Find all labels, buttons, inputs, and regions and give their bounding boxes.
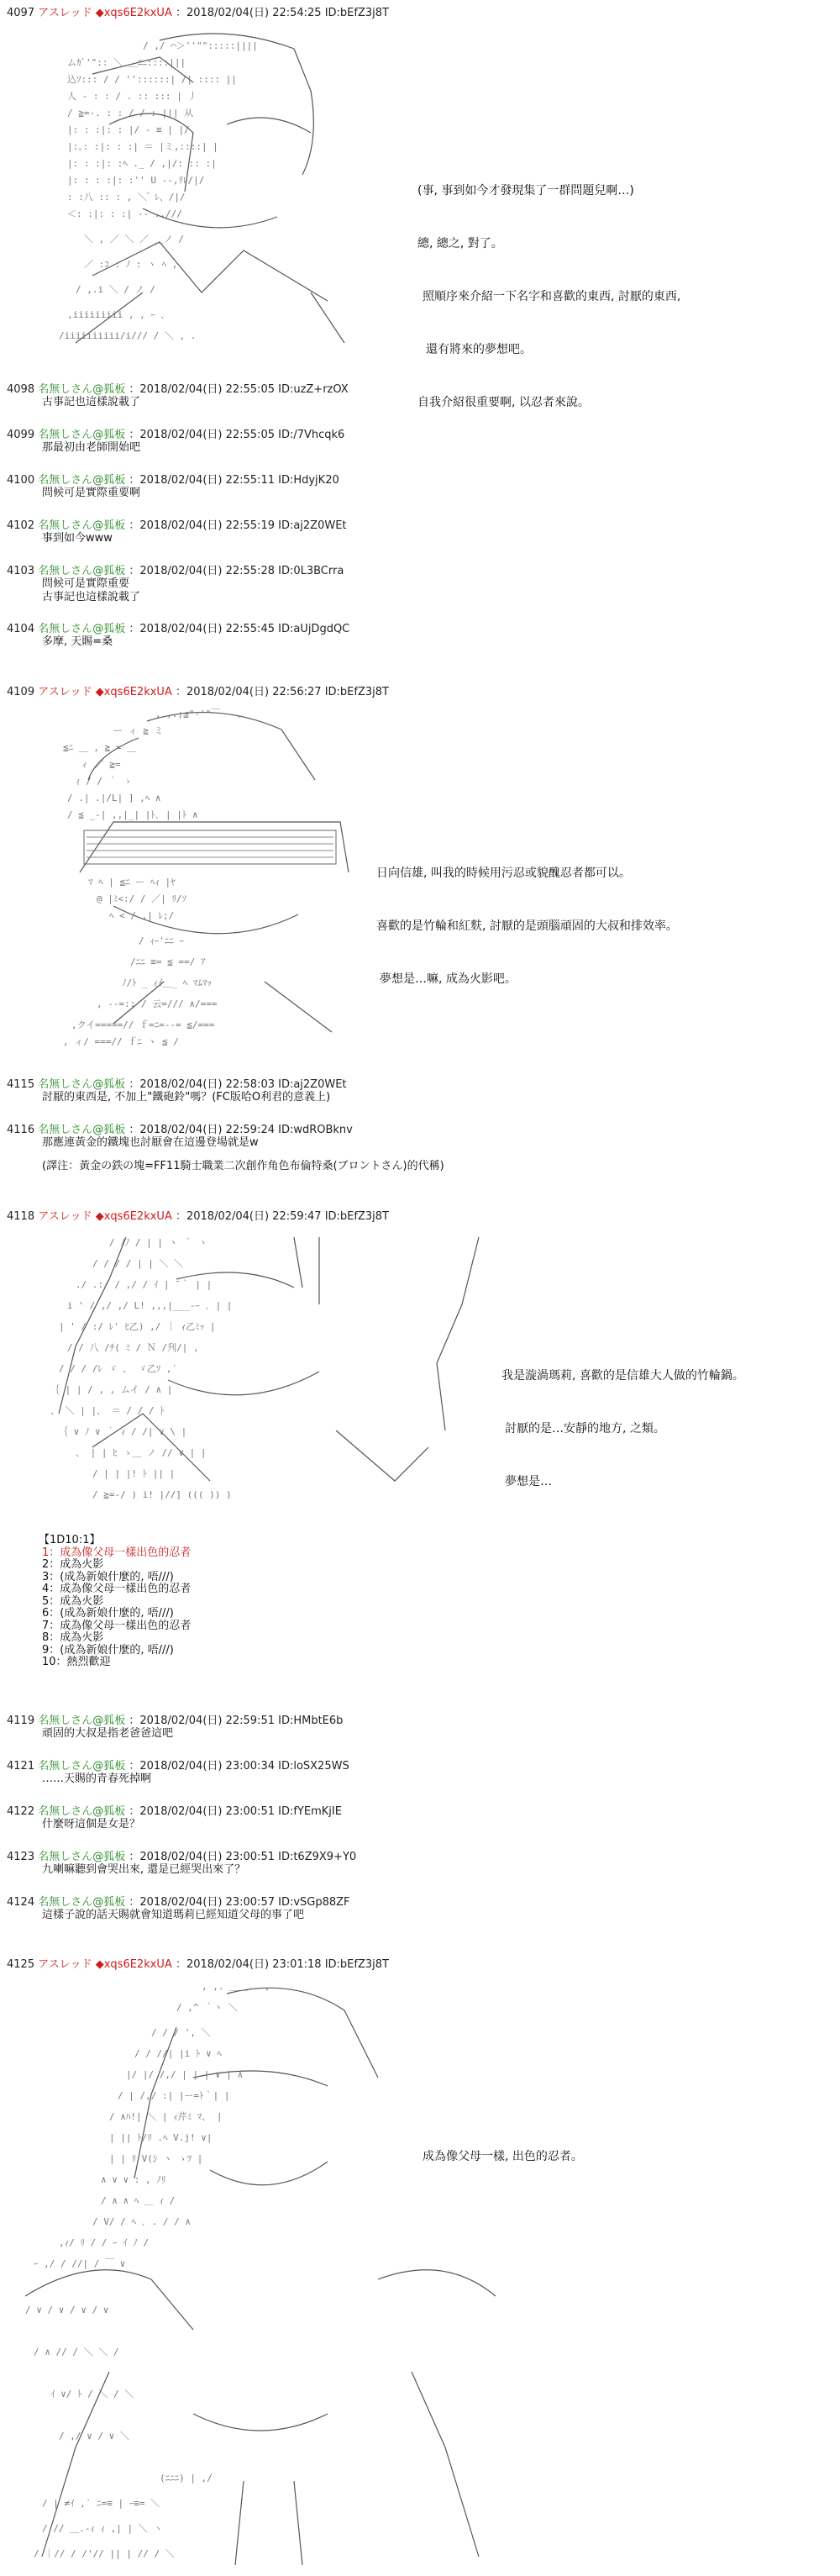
post-dialogue: 成為像父母一樣, 出色的忍者。 [423,2150,583,2163]
dice-option: 5：成為火影 [42,1594,104,1608]
post-number[interactable]: 4099 [7,429,35,441]
svg-text:/ ,^ ｀ヽ ＼: / ,^ ｀ヽ ＼ [176,2002,238,2013]
poster-trip: ◆xqs6E2kxUA [95,686,172,698]
poster-name: アスレッド [38,686,92,698]
poster-name: 名無しさん@狐板 [38,623,126,635]
post-number[interactable]: 4123 [7,1851,35,1863]
post-number[interactable]: 4109 [7,686,35,698]
poster-trip: ◆xqs6E2kxUA [95,1210,172,1223]
svg-text:ムｶﾞ'":: ＼ ＿ﾆﾆ::::|||: ムｶﾞ'":: ＼ ＿ﾆﾆ::::||| [67,57,186,68]
post-number[interactable]: 4100 [7,474,35,487]
poster-name: 名無しさん@狐板 [38,1896,126,1909]
svg-text:/ / //| |i ﾄ ∨ ﾍ: / / //| |i ﾄ ∨ ﾍ [134,2048,222,2059]
dice-option: 9：(成為新娘什麼的, 唔///) [42,1643,174,1657]
post-body: 古事記也這樣說載了 [42,396,141,408]
svg-text:/ ∨ / ∨ / ∨ / ∨: / ∨ / ∨ / ∨ / ∨ [25,2305,109,2315]
post-dialogue: 我是漩渦瑪莉, 喜歡的是信雄大人做的竹輪鍋。 討厭的是…安靜的地方, 之類。 夢想是… [501,1369,744,1488]
svg-text:,ｨ/ ﾘ / / ｰ ｲ ﾉ /: ,ｨ/ ﾘ / / ｰ ｲ ﾉ / [59,2237,149,2248]
svg-text:ｲ ∨/ ﾄ / ＼ / ＼: ｲ ∨/ ﾄ / ＼ / ＼ [50,2389,134,2400]
svg-text:/ ｨｰ'ﾆﾆ ｰ: / ｨｰ'ﾆﾆ ｰ [139,935,184,946]
svg-text:i ' / ,/ ,/ L! ,,,|___-ｰ ､ |: i ' / ,/ ,/ L! ,,,|___-ｰ ､ | | [67,1300,233,1311]
post-body: 頑固的大叔是指老爸爸這吧 [42,1727,174,1740]
svg-text:/ | | |! ﾄ ||: / | | |! ﾄ || | [92,1468,176,1479]
svg-text:|: : :|: :ﾍ ._ / ,|/: :: :|: |: : :|: :ﾍ ._ / ,|/: :: :| [67,158,217,169]
post-meta: ：2018/02/04(日) 23:00:51 ID:t6Z9X9+Y0 [129,1851,357,1863]
svg-text:,iiiiiiiii , , ｰ ､: ,iiiiiiiii , , ｰ ､ [67,309,165,320]
post-number[interactable]: 4118 [7,1210,35,1223]
post-number[interactable]: 4102 [7,519,35,532]
post-meta: ：2018/02/04(日) 22:59:24 ID:wdROBknv [129,1124,353,1136]
post-meta: ：2018/02/04(日) 22:58:03 ID:aj2Z0WEt [129,1078,347,1091]
dice-roll-list [39,1534,192,1669]
dice-title: 【1D10:1】 [39,1534,101,1546]
svg-text:／ :ｺ : ﾉ : ヽ ﾍ ,: ／ :ｺ : ﾉ : ヽ ﾍ , [84,259,178,270]
svg-text:|: : :|: : |/ - ≡ | |/: |: : :|: : |/ - ≡ | |/ [67,124,190,135]
svg-text:＜: :|: : :| -‐ ..///: ＜: :|: : :| -‐ ../// [67,208,182,219]
post-number[interactable]: 4103 [7,565,35,577]
post-meta: ：2018/02/04(日) 22:55:19 ID:aj2Z0WEt [129,519,347,532]
poster-name: 名無しさん@狐板 [38,519,126,532]
svg-text:/ .| .|/L| ] ,ﾍ ∧: / .| .|/L| ] ,ﾍ ∧ [67,793,161,803]
svg-text:｛ ∨ ﾉ ∨ ｀ ｨ / /| ∨ \ |: ｛ ∨ ﾉ ∨ ｀ ｨ / /| ∨ \ | [59,1426,187,1437]
post-number[interactable]: 4116 [7,1124,35,1136]
svg-text:ｨ / / ｀ ゝ: ｨ / / ｀ ゝ [76,776,133,787]
poster-trip: ◆xqs6E2kxUA [95,1958,172,1971]
post-body: 九喇嘛聽到會哭出來, 還是已經哭出來了？ [42,1863,246,1876]
svg-text:| || ﾄ/ﾘ .ﾍ V.j! ∨|: | || ﾄ/ﾘ .ﾍ V.j! ∨| [109,2132,213,2143]
post-body: ……天賜的青春死掉啊 [42,1773,152,1785]
svg-text:/ ,.i ＼ / ノ /: / ,.i ＼ / ノ / [76,284,155,295]
post-number[interactable]: 4121 [7,1760,35,1773]
svg-text:| | ﾘ V(ｼ ヽ ゝﾂ |: | | ﾘ V(ｼ ヽ ゝﾂ | [109,2153,203,2164]
poster-name: 名無しさん@狐板 [38,1124,126,1136]
svg-text:/ﾆﾆ ≡= ≦ ==/ ｱ: /ﾆﾆ ≡= ≦ ==/ ｱ [130,956,206,967]
svg-text:/ ≦ _-| ,,|_| |ﾄ､ | |ﾄ ∧: / ≦ _-| ,,|_| |ﾄ､ | |ﾄ ∧ [67,809,198,820]
ascii-art-character [25,1977,512,2573]
svg-text:/ ≧=-/ ) i! |//] ((: / ≧=-/ ) i! |//] ((( )) ) [92,1489,232,1500]
post-number[interactable]: 4119 [7,1715,35,1727]
svg-text:/ / / /ﾚ ゞ 、 ゞ乙ｿ ,′: / / / /ﾚ ゞ 、 ゞ乙ｿ ,′ [59,1363,178,1374]
post-meta: ：2018/02/04(日) 23:00:57 ID:vSGp88ZF [129,1896,350,1909]
svg-text:: :八 :: : , ＼ ゙ ﾚ、/|/: : :八 :: : , ＼ ゙ ﾚ、/|/ [67,192,186,203]
svg-text:/ / / ', ＼: / / / ', ＼ [151,2027,211,2038]
translator-note: (譯注：黃金の鉄の塊=FF11騎士職業二次創作角色布倫特桑(ブロントさん)的代稱) [42,1160,444,1172]
post-meta: ：2018/02/04(日) 22:59:47 ID:bEfZ3j8T [175,1210,389,1223]
post-meta: ：2018/02/04(日) 23:00:34 ID:loSX25WS [129,1760,349,1773]
svg-text:/ // ＿.-ｨ ｨ ,| | ＼ ヽ: / // ＿.-ｨ ｨ ,| | ＼ ヽ [42,2523,163,2534]
svg-text:人 - : : / . :: ::: | 丿: 人 - : : / . :: ::: | 丿 [67,91,197,102]
svg-text:/ ｜// / /'// || | // / ＼: / ｜// / /'// || | // / ＼ [34,2548,175,2559]
dice-option: 7：成為像父母一樣出色的忍者 [42,1619,192,1632]
post-body: 多摩, 天賜=桑 [42,635,113,648]
svg-text:∧ ∨ ∨ : , ﾉﾘ: ∧ ∨ ∨ : , ﾉﾘ [101,2174,166,2185]
post-header [7,7,389,20]
svg-text:込ｿ::: / / ''::::::| /| :::: ||: 込ｿ::: / / ''::::::| /| :::: || [67,74,237,85]
svg-text:/ / / / | | ＼: / / / / | | ＼ ＼ [92,1258,184,1269]
svg-text:/ ≧=-. : : / / : ||| 从: / ≧=-. : : / / : ||| 从 [67,108,194,119]
svg-text:@ |ﾐ<:/ / ／| ﾘ/ｿ: @ |ﾐ<:/ / ／| ﾘ/ｿ [97,893,186,904]
svg-text:/ ,/ ∨ / ∨ ＼: / ,/ ∨ / ∨ ＼ [59,2431,129,2442]
post-meta: ：2018/02/04(日) 22:59:51 ID:HMbtE6b [129,1715,344,1727]
post-number[interactable]: 4122 [7,1805,35,1818]
svg-text:/ | /,/ :| |ー=ﾄ｀| |: / | /,/ :| |ー=ﾄ｀| | [118,2090,230,2101]
svg-text:/ / 八 /ﾁ( ﾐ / Ｎ /刋/|: / / 八 /ﾁ( ﾐ / Ｎ /刋/| , [67,1342,199,1353]
dice-option: 6：(成為新娘什麼的, 唔///) [42,1607,174,1620]
svg-text:| ' / :/ ﾚ' ﾋ乙) ,/ ｜ ｨ乙ﾐｯ: | ' / :/ ﾚ' ﾋ乙) ,/ ｜ ｨ乙ﾐｯ | [59,1321,216,1332]
svg-text:/ V/ / ﾍ ､ . / / ∧: / V/ / ﾍ ､ . / / ∧ [92,2216,191,2227]
dice-option: 10：熱烈歡迎 [42,1656,111,1668]
svg-text:/ ∧ﾊ!| ＼ | ｨ芹ﾐ ﾏ、 |: / ∧ﾊ!| ＼ | ｨ芹ﾐ ﾏ、 | [109,2111,223,2122]
svg-text:ｰ ,/ / //| / ￣ ∨: ｰ ,/ / //| / ￣ ∨ [34,2258,126,2269]
poster-name: アスレッド [38,7,92,19]
dice-option: 4：成為像父母一樣出色的忍者 [42,1583,192,1595]
poster-name: 名無しさん@狐板 [38,1715,126,1727]
ascii-art-character [63,704,382,1049]
poster-name: 名無しさん@狐板 [38,1078,126,1091]
post-number[interactable]: 4124 [7,1896,35,1909]
post-meta: ：2018/02/04(日) 22:55:11 ID:HdyjK20 [129,474,339,487]
dice-option: 8：成為火影 [42,1631,104,1644]
post-body: 什麼呀這個是女是？ [42,1818,141,1831]
post-body: 討厭的東西是, 不加上"鐵砲鈴"嗎？(FC版哈O利君的意義上) [42,1091,331,1104]
post-body: 這樣子說的話天賜就會知道瑪莉已經知道父母的事了吧 [42,1909,305,1921]
post-meta: ：2018/02/04(日) 22:55:45 ID:aUjDgdQC [129,623,350,635]
post-meta: ：2018/02/04(日) 22:55:05 ID:uzZ+rzOX [129,383,349,396]
ascii-art-character [59,24,378,360]
dice-option-selected: 1：成為像父母一樣出色的忍者 [42,1546,192,1559]
post-number[interactable]: 4125 [7,1958,35,1971]
svg-text:, ,. ＿＿.. ,: , ,. ＿＿.. , [202,1981,270,1992]
svg-text:./ .:/ / ,/ / ｲ | ̄ ｀ |: ./ .:/ / ,/ / ｲ | ̄ ｀ | | [76,1279,213,1290]
svg-text:/ ∧ ∧ ﾍ ＿ ｨ /: / ∧ ∧ ﾍ ＿ ｨ / [101,2195,176,2206]
post-body: 問候可是實際重要啊 [42,487,141,499]
svg-text:/ ∧ // / ＼ ＼ /: / ∧ // / ＼ ＼ / [34,2347,119,2357]
svg-text:,クイ=====// ｆ=ﾆ=-‐= ≦/===: ,クイ=====// ｆ=ﾆ=-‐= ≦/=== [71,1019,215,1030]
post-meta: ：2018/02/04(日) 22:55:05 ID:/7Vhcqk6 [129,429,345,441]
post-body: 那最初由老師開始吧 [42,441,141,454]
dice-option: 2：成為火影 [42,1558,104,1571]
svg-text:/ ,/ ⌒＞''"":::::||||: / ,/ ⌒＞''"":::::|||| [143,40,258,51]
svg-text:ﾍ < / ,| ﾚ;/: ﾍ < / ,| ﾚ;/ [109,910,175,921]
svg-text:ー ィ ≧ ミ: ー ィ ≧ ミ [113,725,164,736]
dice-option: 3：(成為新娘什麼的, 唔///) [42,1570,174,1583]
post-dialogue: (事, 事到如今才發現集了一群問題兒啊…) 總, 總之, 對了。 照順序來介紹一下名字和喜歡的東西, 討厭的東西, 還有將來的夢想吧。 自我介紹很重要啊, 以忍者來說。 [417,184,681,409]
svg-text:/iiiiiiiiii/i/// / ＼ , .: /iiiiiiiiii/i/// / ＼ , . [59,330,197,341]
svg-text:, ‐‐=:: / 云=/// ∧/===: , ‐‐=:: / 云=/// ∧/=== [97,998,218,1009]
post-body: 問候可是實際重要 [42,577,130,590]
svg-text:｛ | | / , , ムイ / ∧: ｛ | | / , , ムイ / ∧ | [50,1384,173,1395]
post-meta: ：2018/02/04(日) 22:55:28 ID:0L3BCrra [129,565,344,577]
poster-name: 名無しさん@狐板 [38,383,126,396]
post-number[interactable]: 4115 [7,1078,35,1091]
post-meta: ：2018/02/04(日) 22:56:27 ID:bEfZ3j8T [175,686,389,698]
post-number[interactable]: 4098 [7,383,35,396]
svg-text:(ﾆﾆﾆ) | ,/: (ﾆﾆﾆ) | ,/ [160,2473,213,2484]
post-dialogue: 日向信雄, 叫我的時候用污忍或貌醜忍者都可以。 喜歡的是竹輪和紅麩, 討厭的是頭腦頑固的大叔和排效率。 夢想是…嘛, 成為火影吧。 [376,867,678,986]
poster-trip: ◆xqs6E2kxUA [95,7,172,19]
poster-name: 名無しさん@狐板 [38,1760,126,1773]
poster-name: 名無しさん@狐板 [38,474,126,487]
svg-text:≦ﾆ ＿ , ≧ = ＿: ≦ﾆ ＿ , ≧ = ＿ [63,742,137,753]
ascii-art-character [42,1229,512,1506]
post-meta: ：2018/02/04(日) 22:54:25 ID:bEfZ3j8T [175,7,389,19]
svg-text:|: : : :|: :'' U --,ﾘﾚ/|/: |: : : :|: :'' U --,ﾘﾚ/|/ [67,175,205,186]
svg-text:, ,.;≦"‐'"￣ ‐ ､: , ,.;≦"‐'"￣ ‐ ､ [155,709,242,719]
poster-name: 名無しさん@狐板 [38,1805,126,1818]
post-number[interactable]: 4097 [7,7,35,19]
svg-text:|:｡: :|: : :| ＝ |ミ,::::|: |:｡: :|: : :| ＝ |ミ,::::| | [67,141,218,152]
svg-text:, ィ/ ===// ｆﾆ ヽ ≦ /: , ィ/ ===// ｆﾆ ヽ ≦ / [63,1036,179,1047]
post-body: 那應連黃金的鐵塊也討厭會在這邊登場就是w [42,1136,259,1149]
poster-name: 名無しさん@狐板 [38,565,126,577]
poster-name: アスレッド [38,1210,92,1223]
poster-name: 名無しさん@狐板 [38,1851,126,1863]
poster-name: 名無しさん@狐板 [38,429,126,441]
svg-text:＼ , ／ ＼ ／ ＿ノ /: ＼ , ／ ＼ ／ ＿ノ / [84,234,184,245]
svg-text:/ | ≠ｲ ,′ ﾆ=≡ | ｰ≡= ＼: / | ≠ｲ ,′ ﾆ=≡ | ｰ≡= ＼ [42,2498,160,2509]
svg-text:ﾏ ﾍ | ≦ﾆ ー ﾍｨ |ﾔ: ﾏ ﾍ | ≦ﾆ ー ﾍｨ |ﾔ [88,877,176,888]
post-meta: ：2018/02/04(日) 23:00:51 ID:fYEmKjIE [129,1805,342,1818]
svg-text:、 ＼ | |、 ＝ / / /: 、 ＼ | |、 ＝ / / / ﾄ [50,1405,165,1416]
post-meta: ：2018/02/04(日) 23:01:18 ID:bEfZ3j8T [175,1958,389,1971]
post-number[interactable]: 4104 [7,623,35,635]
svg-text:|/ |/ /,/ | | | ∨ | ∧: |/ |/ /,/ | | | ∨ | ∧ [126,2069,244,2080]
svg-text:、 | | ﾋ ゝ＿ ノ // ∨ | |: 、 | | ﾋ ゝ＿ ノ // ∨ | | [76,1447,207,1458]
svg-text:ィ ／ ≧=: ィ ／ ≧= [80,759,121,770]
post-body: 事到如今www [42,532,113,545]
svg-text:/ ﾉﾉ / | | ヽ ｀ ヽ: / ﾉﾉ / | | ヽ ｀ ヽ [109,1237,207,1248]
poster-name: アスレッド [38,1958,92,1971]
svg-text:ﾉ/ﾄ _ ｨｲ＿_ ﾍ ﾏﾑﾏｯ: ﾉ/ﾄ _ ｨｲ＿_ ﾍ ﾏﾑﾏｯ [122,977,212,988]
post-body-line2: 古事記也這樣說載了 [42,591,141,603]
